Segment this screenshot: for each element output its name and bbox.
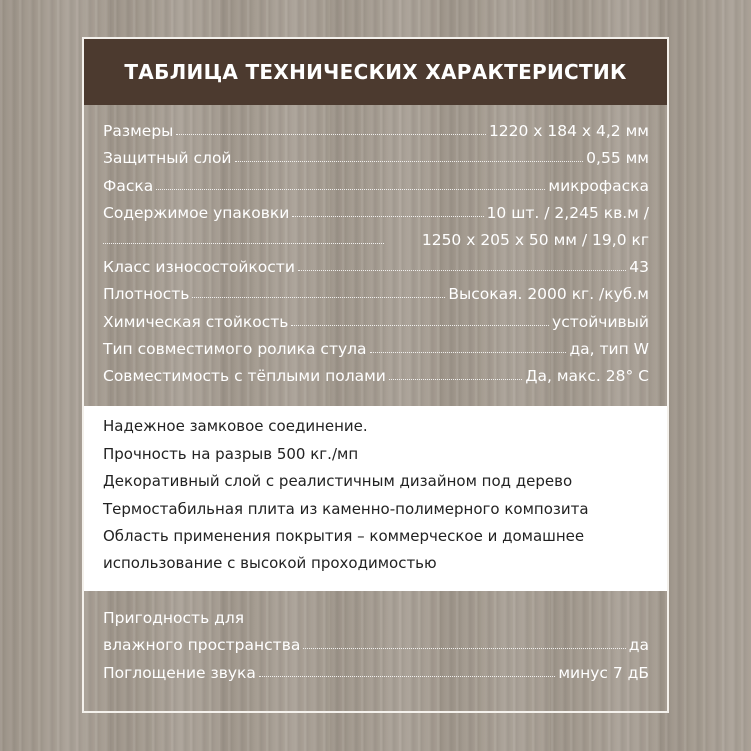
spec-row-package xyxy=(103,197,649,224)
spec-label: Защитный слой xyxy=(103,149,232,168)
spec-value: 1250 х 205 х 50 мм / 19,0 кг xyxy=(421,230,649,249)
spec-value: минус 7 дБ xyxy=(558,663,649,682)
spec-label: Поглощение звука xyxy=(103,663,256,682)
dotted-leader xyxy=(389,379,523,380)
spec-row-protective-layer xyxy=(103,142,649,169)
spec-label: Размеры xyxy=(103,122,174,141)
dotted-leader xyxy=(370,352,567,353)
spec-row-bevel xyxy=(103,169,649,196)
spec-value: Высокая. 2000 кг. /куб.м xyxy=(448,285,649,304)
feature-line: Надежное замковое соединение. xyxy=(103,417,368,435)
spec-value: да, тип W xyxy=(569,339,649,358)
feature-line: Прочность на разрыв 500 кг./мп xyxy=(103,445,359,463)
spec-value: Да, макс. 28° С xyxy=(525,366,649,385)
spec-row-chair-roller xyxy=(103,333,649,360)
dotted-leader xyxy=(298,270,626,271)
spec-value: устойчивый xyxy=(552,312,649,331)
spec-value: 0,55 мм xyxy=(586,149,649,168)
features-box xyxy=(84,406,667,591)
spec-label: Фаска xyxy=(103,176,154,195)
dotted-leader xyxy=(292,216,483,217)
feature-line: Декоративный слой с реалистичным дизайном под дерево xyxy=(103,472,573,490)
spec-value: 43 xyxy=(629,258,649,277)
dotted-leader xyxy=(291,325,549,326)
spec-list xyxy=(103,115,649,387)
dotted-leader xyxy=(259,676,555,677)
spec-label: Пригодность для xyxy=(103,609,245,628)
feature-line: Область применения покрытия – коммерческое и домашнее xyxy=(103,527,585,545)
spec-row-chemical xyxy=(103,305,649,332)
spec-row-underfloor-heating xyxy=(103,360,649,387)
spec-label: Содержимое упаковки xyxy=(103,203,290,222)
spec-row-density xyxy=(103,278,649,305)
spec-row-wear-class xyxy=(103,251,649,278)
feature-line: использование с высокой проходимостью xyxy=(103,554,437,572)
dotted-leader xyxy=(156,189,545,190)
spec-row-size xyxy=(103,115,649,142)
feature-line: Термостабильная плита из каменно-полимерного композита xyxy=(103,500,589,518)
spec-label: Совместимость с тёплыми полами xyxy=(103,366,386,385)
spec-row-moisture xyxy=(103,629,649,656)
spec-value: 10 шт. / 2,245 кв.м / xyxy=(486,203,649,222)
spec-row-moisture-title xyxy=(103,602,649,629)
dotted-leader xyxy=(235,161,584,162)
spec-label: Плотность xyxy=(103,285,190,304)
spec-row-package-continued xyxy=(103,224,649,251)
dotted-leader xyxy=(192,297,445,298)
spec-row-sound xyxy=(103,656,649,683)
extra-spec-list xyxy=(103,602,649,684)
spec-value: да xyxy=(628,636,649,655)
dotted-leader xyxy=(103,243,384,244)
spec-label: Тип совместимого ролика стула xyxy=(103,339,367,358)
spec-label: Класс износостойкости xyxy=(103,258,295,277)
dotted-leader xyxy=(176,134,486,135)
table-title: ТАБЛИЦА ТЕХНИЧЕСКИХ ХАРАКТЕРИСТИК xyxy=(84,39,667,105)
spec-label: Химическая стойкость xyxy=(103,312,289,331)
dotted-leader xyxy=(303,648,625,649)
spec-value: микрофаска xyxy=(548,176,649,195)
spec-value: 1220 х 184 х 4,2 мм xyxy=(488,122,649,141)
spec-label: влажного пространства xyxy=(103,636,301,655)
